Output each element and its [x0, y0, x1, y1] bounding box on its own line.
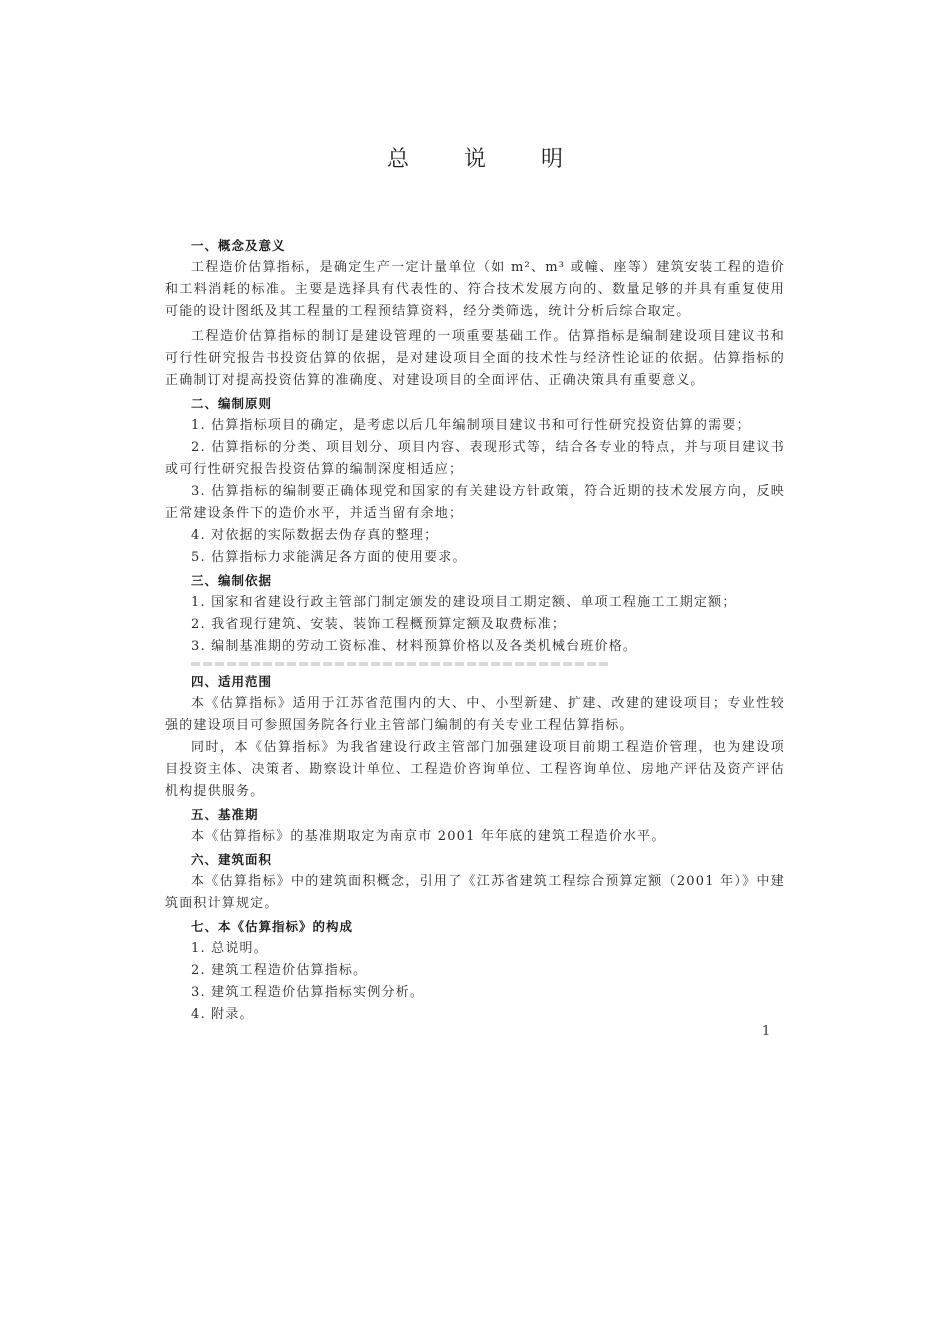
list-item: 2. 建筑工程造价估算指标。 [191, 963, 368, 978]
paragraph: 工程造价估算指标，是确定生产一定计量单位（如 m²、m³ 或幢、座等）建筑安装工程的造价和工料消耗的标准。主要是选择具有代表性的、符合技术发展方向的、数量足够的并具有重复使用可能的设计图纸及其工程量的工程预结算资料，经分类筛选，统计分析后综合取定。 [165, 260, 785, 319]
page-title: 总 说 明 [387, 147, 587, 172]
list-item: 4. 对依据的实际数据去伪存真的整理； [191, 528, 439, 543]
paragraph: 本《估算指标》的基准期取定为南京市 2001 年年底的建筑工程造价水平。 [191, 829, 666, 844]
page-number: 1 [762, 1024, 771, 1039]
list-item: 1. 总说明。 [191, 941, 268, 956]
paragraph: 本《估算指标》中的建筑面积概念，引用了《江苏省建筑工程综合预算定额（2001 年）》中建筑面积计算规定。 [165, 874, 785, 911]
list-item: 4. 附录。 [191, 1007, 254, 1022]
document-body [165, 234, 785, 1026]
list-item: 1. 国家和省建设行政主管部门制定颁发的建设项目工期定额、单项工程施工工期定额； [191, 595, 737, 610]
section-heading-floor-area: 六、建筑面积 [191, 852, 273, 867]
list-item: 1. 估算指标项目的确定，是考虑以后几年编制项目建议书和可行性研究投资估算的需要； [191, 418, 751, 433]
section-heading-basis: 三、编制依据 [191, 573, 273, 588]
paragraph: 本《估算指标》适用于江苏省范围内的大、中、小型新建、扩建、改建的建设项目；专业性较强的建设项目可参照国务院各行业主管部门编制的有关专业工程估算指标。 [165, 696, 785, 733]
list-item: 5. 估算指标力求能满足各方面的使用要求。 [191, 550, 467, 565]
section-heading-principles: 二、编制原则 [191, 396, 273, 411]
list-item: 2. 估算指标的分类、项目划分、项目内容、表现形式等，结合各专业的特点，并与项目建议书或可行性研究报告投资估算的编制深度相适应； [165, 440, 785, 477]
paragraph: 同时，本《估算指标》为我省建设行政主管部门加强建设项目前期工程造价管理，也为建设项目投资主体、决策者、勘察设计单位、工程造价咨询单位、工程咨询单位、房地产评估及资产评估机构提供服务。 [165, 740, 785, 799]
list-item: 3. 建筑工程造价估算指标实例分析。 [191, 985, 425, 1000]
paragraph: 工程造价估算指标的制订是建设管理的一项重要基础工作。估算指标是编制建设项目建议书和可行性研究报告书投资估算的依据，是对建设项目全面的技术性与经济性论证的依据。估算指标的正确制订对提高投资估算的准确度、对建设项目的全面评估、正确决策具有重要意义。 [165, 329, 785, 388]
list-item: 3. 估算指标的编制要正确体现党和国家的有关建设方针政策，符合近期的技术发展方向，反映正常建设条件下的造价水平，并适当留有余地； [165, 484, 785, 521]
list-item: 2. 我省现行建筑、安装、装饰工程概预算定额及取费标准； [191, 617, 567, 632]
list-item: 3. 编制基准期的劳动工资标准、材料预算价格以及各类机械台班价格。 [191, 639, 638, 654]
print-artifact [191, 662, 611, 666]
section-heading-scope: 四、适用范围 [191, 674, 273, 689]
section-heading-concept: 一、概念及意义 [191, 238, 286, 253]
section-heading-composition: 七、本《估算指标》的构成 [191, 919, 354, 934]
section-heading-base-period: 五、基准期 [191, 807, 259, 822]
